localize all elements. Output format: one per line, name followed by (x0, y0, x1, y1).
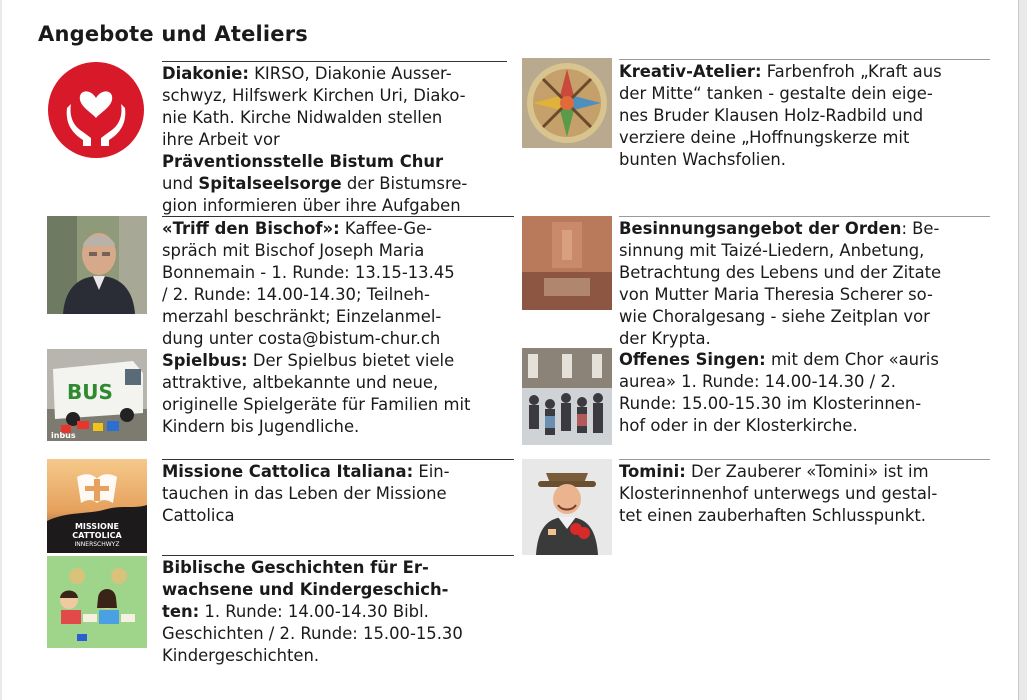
play-bus-photo (47, 349, 147, 441)
entry-singen-text: Offenes Singen: mit dem Chor «auris aurea» 1. Runde: 14.00-14.30 / 2. Runde: 15.00-15.30 im Klosterinnen- hof oder in der Klosterkirche. (619, 350, 939, 435)
entry-bischof-text: «Triff den Bischof»: Kaffee-Ge- spräch mit Bischof Joseph Maria Bonnemain - 1. Runde: 13.15-13.45 / 2. Runde: 14.00-14.30; Teilneh- merzahl beschränkt; Einzelanmel- dung unter costa@bistum-chur.ch (162, 216, 514, 350)
charity-hands-heart-icon (47, 58, 145, 162)
klausen-wheel-picture (522, 58, 612, 148)
entry-biblisch-text: Biblische Geschichten für Er- wachsene und Kindergeschich- ten: 1. Runde: 14.00-14.30 Bibl. Geschichten / 2. Runde: 15.00-15.30 Kindergeschichten. (162, 555, 514, 667)
section-heading: Angebote und Ateliers (38, 22, 309, 46)
entry-kreativ-text: Kreativ-Atelier: Farbenfroh „Kraft aus der Mitte“ tanken - gestalte dein eige- nes Bruder Klausen Holz-Radbild und verziere deine „Hoffnungskerze mit bunten Wachsfolien. (619, 59, 990, 171)
entry-spielbus-text: Spielbus: Der Spielbus bietet viele attraktive, altbekannte und neue, originelle Spielgeräte für Familien mit Kindern bis Jugendliche. (162, 351, 471, 436)
children-reading-drawing (47, 556, 147, 648)
logo-line: MISSIONE (74, 522, 120, 531)
entry-missione-text: Missione Cattolica Italiana: Ein- tauchen in das Leben der Missione Cattolica (162, 459, 514, 527)
magician-tomini-photo (522, 459, 612, 555)
entry-diakonie-text: Diakonie: KIRSO, Diakonie Ausser- schwyz, Hilfswerk Kirchen Uri, Diako- nie Kath. Kirche Nidwalden stellen ihre Arbeit vor Präventionsstelle Bistum Chur und Spitalseelsorge der Bistumsre- gion informieren über ihre Aufgaben (162, 61, 507, 217)
missione-cattolica-logo (47, 459, 147, 553)
logo-line: CATTOLICA (72, 531, 122, 540)
page (2, 0, 1019, 700)
choir-crowd-photo (522, 348, 612, 445)
logo-line: INNERSCHWYZ (74, 541, 120, 548)
bus-lettering: BUS (67, 380, 113, 404)
entry-tomini-text: Tomini: Der Zauberer «Tomini» ist im Klosterinnenhof unterwegs und gestal- tet einen zauberhaften Schlusspunkt. (619, 459, 990, 527)
entry-besinnung-text: Besinnungsangebot der Orden: Be- sinnung mit Taizé-Liedern, Anbetung, Betrachtung des Lebens und der Zitate von Mutter Maria Theresia Scherer so- wie Choralgesang - siehe Zeitplan vor der Krypta. (619, 216, 990, 350)
bishop-portrait-photo (47, 216, 147, 314)
bus-caption: inbus (51, 431, 76, 440)
entry-label: Diakonie: (162, 64, 249, 83)
crypt-interior-photo (522, 216, 612, 310)
